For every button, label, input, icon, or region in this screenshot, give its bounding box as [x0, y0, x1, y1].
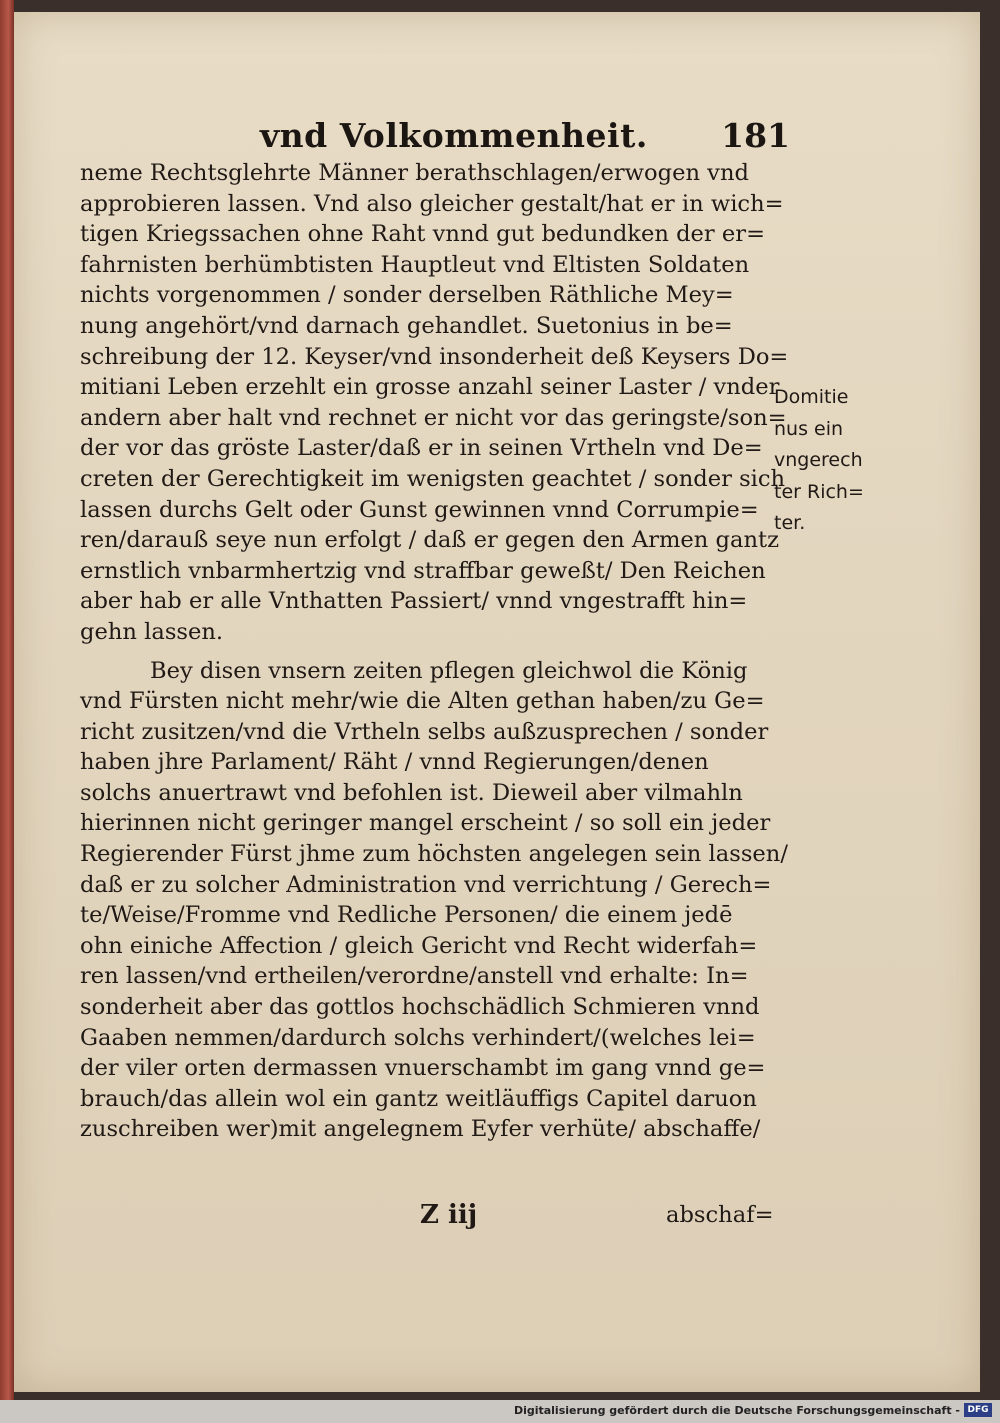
- book-binding-edge: [0, 0, 14, 1400]
- dfg-logo: DFG: [964, 1403, 992, 1417]
- footer-bar: [0, 1400, 1000, 1423]
- text-line: brauch/das allein wol ein gantz weitläuffigs Capitel daruon: [80, 1085, 757, 1112]
- page-number: 181: [721, 116, 790, 155]
- text-line: Gaaben nemmen/dardurch solchs verhindert/(welches lei=: [80, 1024, 756, 1051]
- text-line: solchs anuertrawt vnd befohlen ist. Dieweil aber vilmahln: [80, 779, 743, 806]
- funding-credit: Digitalisierung gefördert durch die Deutsche Forschungsgemeinschaft -: [513, 1404, 960, 1417]
- margin-note-line: Domitie: [774, 386, 849, 408]
- text-line: andern aber halt vnd rechnet er nicht vor das geringste/son=: [80, 404, 787, 431]
- text-line: ohn einiche Affection / gleich Gericht vnd Recht widerfah=: [80, 932, 758, 959]
- margin-note-line: vngerech: [774, 449, 863, 471]
- margin-note: [774, 382, 894, 540]
- text-line: vnd Fürsten nicht mehr/wie die Alten gethan haben/zu Ge=: [80, 688, 765, 715]
- page-header: [260, 116, 790, 156]
- text-line: aber hab er alle Vnthatten Passiert/ vnnd vngestrafft hin=: [80, 588, 748, 615]
- text-line: gehn lassen.: [80, 618, 224, 645]
- text-line: daß er zu solcher Administration vnd verrichtung / Gerech=: [80, 871, 772, 898]
- text-line: fahrnisten berhümbtisten Hauptleut vnd Eltisten Soldaten: [80, 251, 750, 278]
- text-line: tigen Kriegssachen ohne Raht vnnd gut bedundken der er=: [80, 221, 766, 248]
- book-page: [14, 12, 980, 1392]
- catchword: abschaf=: [666, 1202, 774, 1228]
- text-line: nung angehört/vnd darnach gehandlet. Suetonius in be=: [80, 312, 733, 339]
- text-line: zuschreiben wer)mit angelegnem Eyfer verhüte/ abschaffe/: [80, 1116, 761, 1143]
- text-line: haben jhre Parlament/ Räht / vnnd Regierungen/denen: [80, 749, 709, 776]
- text-line: Regierender Fürst jhme zum höchsten angelegen sein lassen/: [80, 841, 788, 868]
- text-line: schreibung der 12. Keyser/vnd insonderheit deß Keysers Do=: [80, 343, 789, 370]
- text-line: ernstlich vnbarmhertzig vnd straffbar geweßt/ Den Reichen: [80, 557, 766, 584]
- text-line: sonderheit aber das gottlos hochschädlich Schmieren vnnd: [80, 994, 760, 1021]
- body-text: [80, 158, 789, 1145]
- text-line: der viler orten dermassen vnuerschambt im gang vnnd ge=: [80, 1055, 766, 1082]
- text-line: Bey disen vnsern zeiten pflegen gleichwol die König: [150, 657, 748, 684]
- margin-note-line: ter.: [774, 512, 806, 534]
- text-line: approbieren lassen. Vnd also gleicher gestalt/hat er in wich=: [80, 190, 784, 217]
- signature-mark: Z iij: [420, 1200, 478, 1230]
- text-line: te/Weise/Fromme vnd Redliche Personen/ die einem jedē: [80, 902, 733, 929]
- text-line: ren/darauß seye nun erfolgt / daß er gegen den Armen gantz: [80, 527, 780, 554]
- margin-note-line: ter Rich=: [774, 480, 864, 503]
- text-line: hierinnen nicht geringer mangel erscheint / so soll ein jeder: [80, 810, 771, 837]
- running-head: vnd Volkommenheit.: [260, 116, 648, 155]
- text-line: der vor das gröste Laster/daß er in seinen Vrtheln vnd De=: [80, 435, 763, 462]
- text-line: neme Rechtsglehrte Männer berathschlagen/erwogen vnd: [80, 160, 749, 186]
- text-line: richt zusitzen/vnd die Vrtheln selbs außzusprechen / sonder: [80, 718, 769, 745]
- text-line: creten der Gerechtigkeit im wenigsten geachtet / sonder sich: [80, 465, 786, 492]
- margin-note-line: nus ein: [774, 417, 844, 440]
- text-line: nichts vorgenommen / sonder derselben Räthliche Mey=: [80, 282, 734, 309]
- text-line: lassen durchs Gelt oder Gunst gewinnen vnnd Corrumpie=: [80, 496, 759, 523]
- text-line: mitiani Leben erzehlt ein grosse anzahl seiner Laster / vnder: [80, 374, 780, 401]
- text-line: ren lassen/vnd ertheilen/verordne/anstell vnd erhalte: In=: [80, 963, 749, 990]
